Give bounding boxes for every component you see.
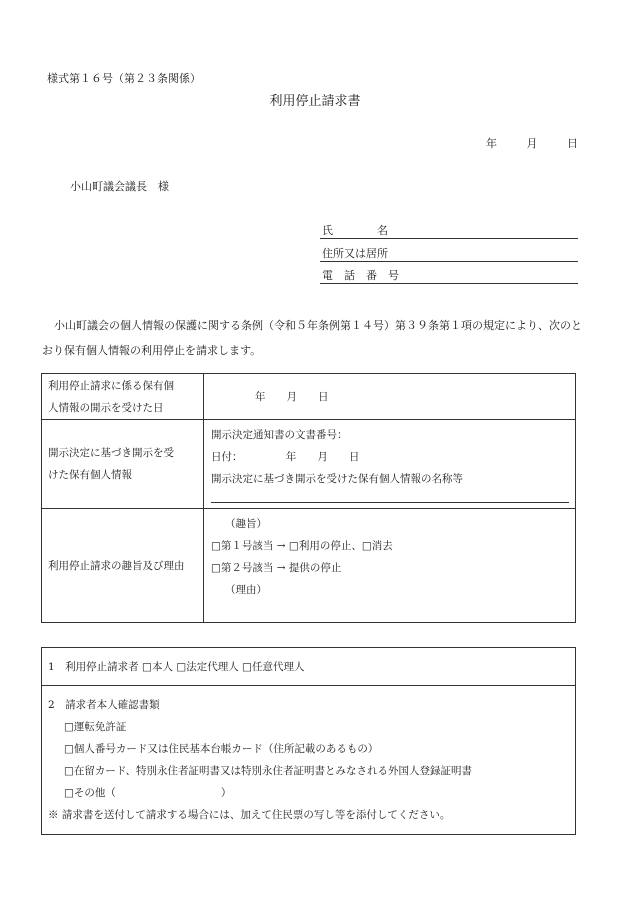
id-item-residence-card[interactable]: □在留カード、特別永住者証明書又は特別永住者証明書とみなされる外国人登録証明書	[64, 765, 472, 777]
request-details-table	[41, 373, 576, 623]
requester-address-label: 住所又は居所	[322, 247, 388, 260]
form-number: 様式第１６号（第２３条関係）	[47, 72, 201, 85]
table-row	[42, 374, 576, 420]
requester-name-field[interactable]	[320, 221, 578, 239]
requester-info-table	[41, 647, 576, 835]
doc-number-label: 開示決定通知書の文書番号：	[211, 429, 348, 441]
table-row	[42, 648, 576, 686]
request-date	[460, 138, 578, 149]
addressee: 小山町議会議長 様	[70, 180, 169, 193]
date-year: 年	[486, 137, 497, 150]
table-row	[42, 420, 576, 509]
document-title: 利用停止請求書	[269, 94, 361, 109]
name-underline	[211, 502, 569, 503]
date-month: 月	[526, 137, 538, 150]
disclosure-date-value[interactable]: 年 月 日	[204, 374, 576, 420]
requester-type-row[interactable]: 1 利用停止請求者 □本人 □法定代理人 □任意代理人	[42, 648, 576, 686]
purpose-heading: （趣旨）	[225, 518, 267, 530]
purpose-reason-label: 利用停止請求の趣旨及び理由	[42, 509, 204, 623]
table-row	[42, 509, 576, 623]
disclosed-info-name-label: 開示決定に基づき開示を受けた保有個人情報の名称等	[211, 473, 463, 485]
disclosed-info-label: 開示決定に基づき開示を受 けた保有個人情報	[42, 420, 204, 509]
option-item-2[interactable]: □第２号該当 → 提供の停止	[211, 562, 342, 574]
request-statement: 小山町議会の個人情報の保護に関する条例（令和５年条例第１４号）第３９条第１項の規定により、次のとおり保有個人情報の利用停止を請求します。	[42, 319, 582, 357]
requester-name-label: 氏 名	[322, 224, 388, 237]
table-row	[42, 686, 576, 835]
id-item-drivers-license[interactable]: □運転免許証	[64, 721, 127, 733]
requester-address-field[interactable]	[320, 244, 578, 262]
purpose-reason-value[interactable]	[204, 509, 576, 623]
id-item-other[interactable]: □その他（ ）	[64, 787, 232, 799]
id-documents-cell	[42, 686, 576, 835]
disclosure-date-line: 日付： 年 月 日	[211, 451, 360, 463]
date-day: 日	[567, 137, 578, 150]
id-heading: 2 請求者本人確認書類	[48, 699, 160, 711]
disclosed-info-value[interactable]	[204, 420, 576, 509]
option-item-1[interactable]: □第１号該当 → □利用の停止、□消去	[211, 540, 393, 552]
reason-heading: （理由）	[225, 584, 267, 596]
disclosure-date-label: 利用停止請求に係る保有個 人情報の開示を受けた日	[42, 374, 204, 420]
mail-note: ※ 請求書を送付して請求する場合には、加えて住民票の写し等を添付してください。	[48, 809, 451, 821]
id-item-mynumber-card[interactable]: □個人番号カード又は住民基本台帳カード（住所記載のあるもの）	[64, 743, 379, 755]
requester-phone-label: 電 話 番 号	[322, 269, 399, 282]
requester-phone-field[interactable]	[320, 266, 578, 284]
